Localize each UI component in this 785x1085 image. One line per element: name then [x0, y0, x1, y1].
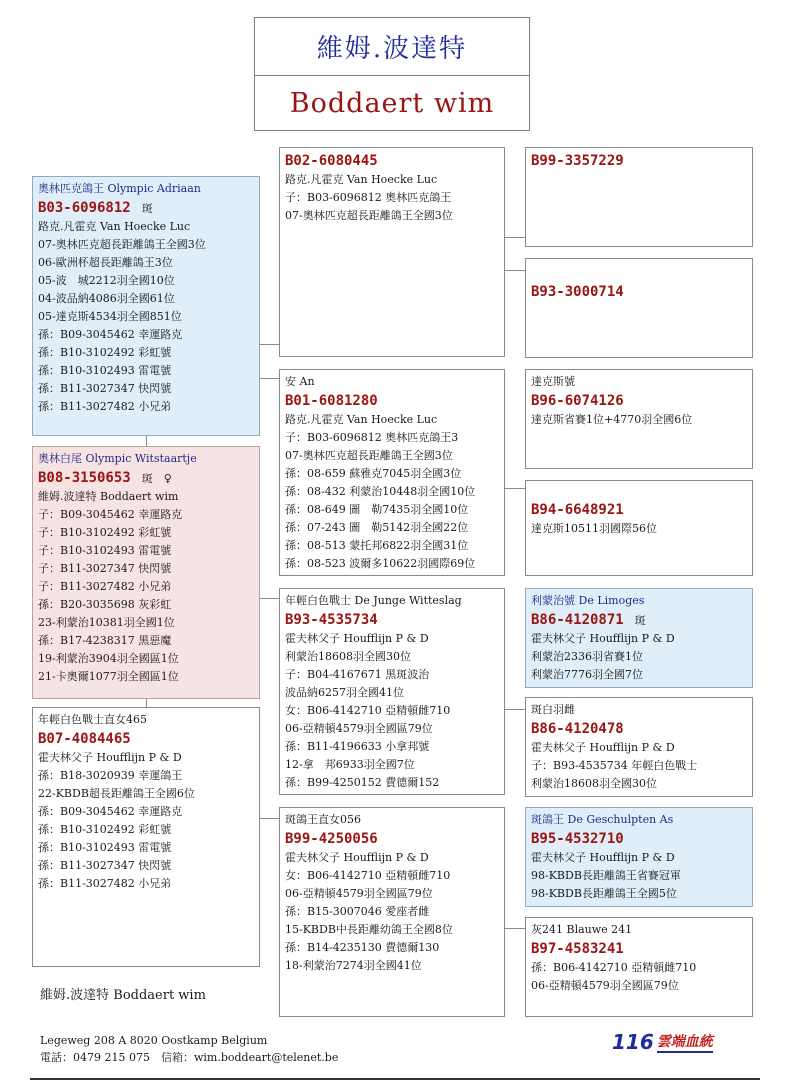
- detail-line: 女：B06-4142710 亞精頓雌710: [285, 704, 451, 717]
- gen3-6-name: 斑白羽雌: [531, 703, 575, 716]
- detail-line: 子：B11-3027347 快閃號: [38, 562, 172, 575]
- gen2-3-ring: B93-4535734: [285, 612, 378, 628]
- gen2-card-1[interactable]: [279, 147, 505, 357]
- damsire-lines: [38, 749, 254, 893]
- detail-line: 06-亞精頓4579羽全國區79位: [531, 979, 679, 992]
- detail-line: 孫：08-649 圖 勒7435羽全國10位: [285, 503, 469, 516]
- gen2-1-ring: B02-6080445: [285, 153, 378, 169]
- detail-line: 霍夫林父子 Houfflijn P & D: [38, 751, 182, 764]
- detail-line: 06-亞精頓4579羽全國區79位: [285, 887, 433, 900]
- detail-line: 孫：B06-4142710 亞精頓雌710: [531, 961, 697, 974]
- detail-line: 孫：08-513 蒙托邦6822羽全國31位: [285, 539, 469, 552]
- detail-line: 子：B09-3045462 幸運路克: [38, 508, 183, 521]
- dam-lines: [38, 488, 254, 686]
- gen2-3-name: 年輕白色戰士 De Junge Witteslag: [285, 594, 462, 607]
- detail-line: 路克.凡霍克 Van Hoecke Luc: [285, 413, 438, 426]
- connector-dam-damsire: [146, 699, 147, 707]
- detail-line: 利蒙治18608羽全國30位: [285, 650, 411, 663]
- detail-line: 孫：B10-3102492 彩虹號: [38, 823, 172, 836]
- gen3-5-lines: [531, 630, 747, 684]
- gen2-2-name: 安 An: [285, 375, 315, 388]
- gen3-4-ring: B94-6648921: [531, 502, 624, 518]
- gen3-4-lines: [531, 520, 747, 538]
- connector-sire-gen2b: [260, 378, 279, 379]
- gen3-card-8[interactable]: [525, 917, 753, 1017]
- detail-line: 孫：B10-3102493 雷電號: [38, 841, 172, 854]
- detail-line: 達克斯10511羽國際56位: [531, 522, 657, 535]
- detail-line: 孫：08-523 波爾多10622羽國際69位: [285, 557, 476, 570]
- detail-line: 子：B10-3102493 雷電號: [38, 544, 172, 557]
- connector-gen2a-gen3a: [505, 237, 525, 238]
- detail-line: 子：B93-4535734 年輕白色戰士: [531, 759, 698, 772]
- sire-card[interactable]: [32, 176, 260, 436]
- gen2-2-ring: B01-6081280: [285, 393, 378, 409]
- detail-line: 孫：B11-3027347 快閃號: [38, 859, 172, 872]
- gen3-card-4[interactable]: [525, 480, 753, 576]
- connector-dam-gen2d: [260, 818, 279, 819]
- gen3-5-sex: 斑: [634, 614, 646, 627]
- footer-address: Legeweg 208 A 8020 Oostkamp Belgium: [40, 1034, 268, 1047]
- gen3-5-name: 利蒙治號 De Limoges: [531, 594, 645, 607]
- detail-line: 05-波 城2212羽全國10位: [38, 274, 175, 287]
- title-english: Boddaert wim: [289, 87, 495, 119]
- connector-gen2d-gen3h: [505, 928, 525, 929]
- gen3-card-1[interactable]: [525, 147, 753, 247]
- detail-line: 05-達克斯4534羽全國851位: [38, 310, 182, 323]
- detail-line: 18-利蒙治7274羽全國41位: [285, 959, 422, 972]
- detail-line: 波品納6257羽全國41位: [285, 686, 404, 699]
- detail-line: 孫：B11-4196633 小拿邦號: [285, 740, 430, 753]
- gen3-8-name: 灰241 Blauwe 241: [531, 923, 633, 936]
- footer-owner: 維姆.波達特 Boddaert wim: [40, 988, 206, 1003]
- detail-line: 孫：B09-3045462 幸運路克: [38, 805, 183, 818]
- detail-line: 霍夫林父子 Houfflijn P & D: [531, 632, 675, 645]
- sire-lines: [38, 218, 254, 416]
- gen3-8-ring: B97-4583241: [531, 941, 624, 957]
- gen3-3-ring: B96-6074126: [531, 393, 624, 409]
- detail-line: 孫：B09-3045462 幸運路克: [38, 328, 183, 341]
- dam-sex: 斑 ♀: [141, 472, 172, 485]
- detail-line: 孫：B18-3020939 幸運鴿王: [38, 769, 183, 782]
- connector-dam-gen2c: [260, 598, 279, 599]
- gen3-7-name: 斑鴿王 De Geschulpten As: [531, 813, 674, 826]
- gen2-card-3[interactable]: [279, 588, 505, 795]
- detail-line: 孫：08-432 利蒙治10448羽全國10位: [285, 485, 476, 498]
- detail-line: 霍夫林父子 Houfflijn P & D: [531, 851, 675, 864]
- detail-line: 孫：B17-4238317 黑惡魔: [38, 634, 172, 647]
- footer-contact: 電話：0479 215 075 信箱：wim.boddeart@telenet.be: [40, 1051, 339, 1064]
- detail-line: 22-KBDB超長距離鴿王全國6位: [38, 787, 195, 800]
- detail-line: 孫：B14-4235130 費德爾130: [285, 941, 440, 954]
- detail-line: 孫：08-659 蘇雅克7045羽全國3位: [285, 467, 462, 480]
- gen3-card-6[interactable]: [525, 697, 753, 797]
- detail-line: 利蒙治2336羽省賽1位: [531, 650, 643, 663]
- detail-line: 子：B04-4167671 黑斑波治: [285, 668, 430, 681]
- gen2-1-lines: [285, 171, 499, 225]
- damsire-ring: B07-4084465: [38, 731, 131, 747]
- gen3-1-ring: B99-3357229: [531, 153, 624, 169]
- detail-line: 子：B03-6096812 奧林匹克鴿王3: [285, 431, 459, 444]
- detail-line: 07-奧林匹克超長距離鴿王全國3位: [285, 449, 453, 462]
- gen3-card-2[interactable]: [525, 258, 753, 358]
- gen2-4-name: 斑鴿王直女056: [285, 813, 361, 826]
- detail-line: 21-卡奧爾1077羽全國區1位: [38, 670, 179, 683]
- detail-line: 孫：B11-3027347 快閃號: [38, 382, 172, 395]
- detail-line: 路克.凡霍克 Van Hoecke Luc: [38, 220, 191, 233]
- connector-sire-dam: [146, 436, 147, 446]
- footer-address-block: [40, 1032, 338, 1066]
- detail-line: 利蒙治18608羽全國30位: [531, 777, 657, 790]
- gen3-card-3[interactable]: [525, 369, 753, 469]
- detail-line: 98-KBDB長距離鴿王省賽冠軍: [531, 869, 681, 882]
- gen3-card-7[interactable]: [525, 807, 753, 907]
- detail-line: 維姆.波達特 Boddaert wim: [38, 490, 179, 503]
- detail-line: 15-KBDB中長距離幼鴿王全國8位: [285, 923, 453, 936]
- detail-line: 子：B11-3027482 小兄弟: [38, 580, 172, 593]
- detail-line: 孫：B20-3035698 灰彩虹: [38, 598, 172, 611]
- sire-ring: B03-6096812: [38, 200, 131, 216]
- detail-line: 12-拿 邦6933羽全國7位: [285, 758, 415, 771]
- detail-line: 06-亞精頓4579羽全國區79位: [285, 722, 433, 735]
- detail-line: 孫：B10-3102493 雷電號: [38, 364, 172, 377]
- gen2-card-2[interactable]: [279, 369, 505, 576]
- sire-name: 奧林匹克鴿王 Olympic Adriaan: [38, 182, 201, 195]
- brand-logo[interactable]: [612, 1030, 722, 1054]
- detail-line: 孫：B10-3102492 彩虹號: [38, 346, 172, 359]
- connector-sire-gen2a: [260, 344, 279, 345]
- detail-line: 07-奧林匹克超長距離鴿王全國3位: [38, 238, 206, 251]
- detail-line: 達克斯省賽1位+4770羽全國6位: [531, 413, 693, 426]
- detail-line: 女：B06-4142710 亞精頓雌710: [285, 869, 451, 882]
- gen3-5-ring: B86-4120871: [531, 612, 624, 628]
- sire-sex: 斑: [141, 202, 153, 215]
- gen2-2-lines: [285, 411, 499, 573]
- detail-line: 04-波品納4086羽全國61位: [38, 292, 175, 305]
- logo-number: 116: [612, 1030, 654, 1054]
- gen3-8-lines: [531, 959, 747, 995]
- gen2-card-4[interactable]: [279, 807, 505, 1017]
- logo-text: 雲端血統: [657, 1031, 713, 1053]
- connector-gen2a-gen3b: [505, 270, 525, 271]
- detail-line: 19-利蒙治3904羽全國區1位: [38, 652, 179, 665]
- detail-line: 子：B10-3102492 彩虹號: [38, 526, 172, 539]
- dam-ring: B08-3150653: [38, 470, 131, 486]
- title-box: [254, 17, 530, 131]
- detail-line: 23-利蒙治10381羽全國1位: [38, 616, 175, 629]
- detail-line: 霍夫林父子 Houfflijn P & D: [285, 632, 429, 645]
- gen2-3-lines: [285, 630, 499, 792]
- detail-line: 利蒙治7776羽全國7位: [531, 668, 643, 681]
- gen3-7-ring: B95-4532710: [531, 831, 624, 847]
- detail-line: 孫：07-243 圖 勒5142羽全國22位: [285, 521, 469, 534]
- gen3-2-ring: B93-3000714: [531, 284, 624, 300]
- title-chinese: 維姆.波達特: [255, 18, 529, 76]
- detail-line: 98-KBDB長距離鴿王全國5位: [531, 887, 677, 900]
- gen3-6-ring: B86-4120478: [531, 721, 624, 737]
- connector-gen2b-gen3c: [505, 488, 525, 489]
- dam-card[interactable]: [32, 446, 260, 699]
- gen3-7-lines: [531, 849, 747, 903]
- detail-line: 霍夫林父子 Houfflijn P & D: [531, 741, 675, 754]
- connector-gen2c-gen3f: [505, 709, 525, 710]
- detail-line: 07-奧林匹克超長距離鴿王全國3位: [285, 209, 453, 222]
- detail-line: 孫：B15-3007046 愛座者雌: [285, 905, 430, 918]
- detail-line: 路克.凡霍克 Van Hoecke Luc: [285, 173, 438, 186]
- gen3-3-lines: [531, 411, 747, 429]
- detail-line: 霍夫林父子 Houfflijn P & D: [285, 851, 429, 864]
- detail-line: 孫：B11-3027482 小兄弟: [38, 400, 172, 413]
- dam-name: 奧林白尾 Olympic Witstaartje: [38, 452, 197, 465]
- gen2-4-lines: [285, 849, 499, 975]
- gen3-6-lines: [531, 739, 747, 793]
- gen3-3-name: 達克斯號: [531, 375, 575, 388]
- detail-line: 孫：B11-3027482 小兄弟: [38, 877, 172, 890]
- gen2-4-ring: B99-4250056: [285, 831, 378, 847]
- detail-line: 孫：B99-4250152 費德爾152: [285, 776, 440, 789]
- damsire-name: 年輕白色戰士直女465: [38, 713, 147, 726]
- gen3-card-5[interactable]: [525, 588, 753, 688]
- damsire-card[interactable]: [32, 707, 260, 967]
- footer-rule: [30, 1078, 760, 1080]
- detail-line: 06-歐洲杯超長距離鴿王3位: [38, 256, 173, 269]
- detail-line: 子：B03-6096812 奧林匹克鴿王: [285, 191, 452, 204]
